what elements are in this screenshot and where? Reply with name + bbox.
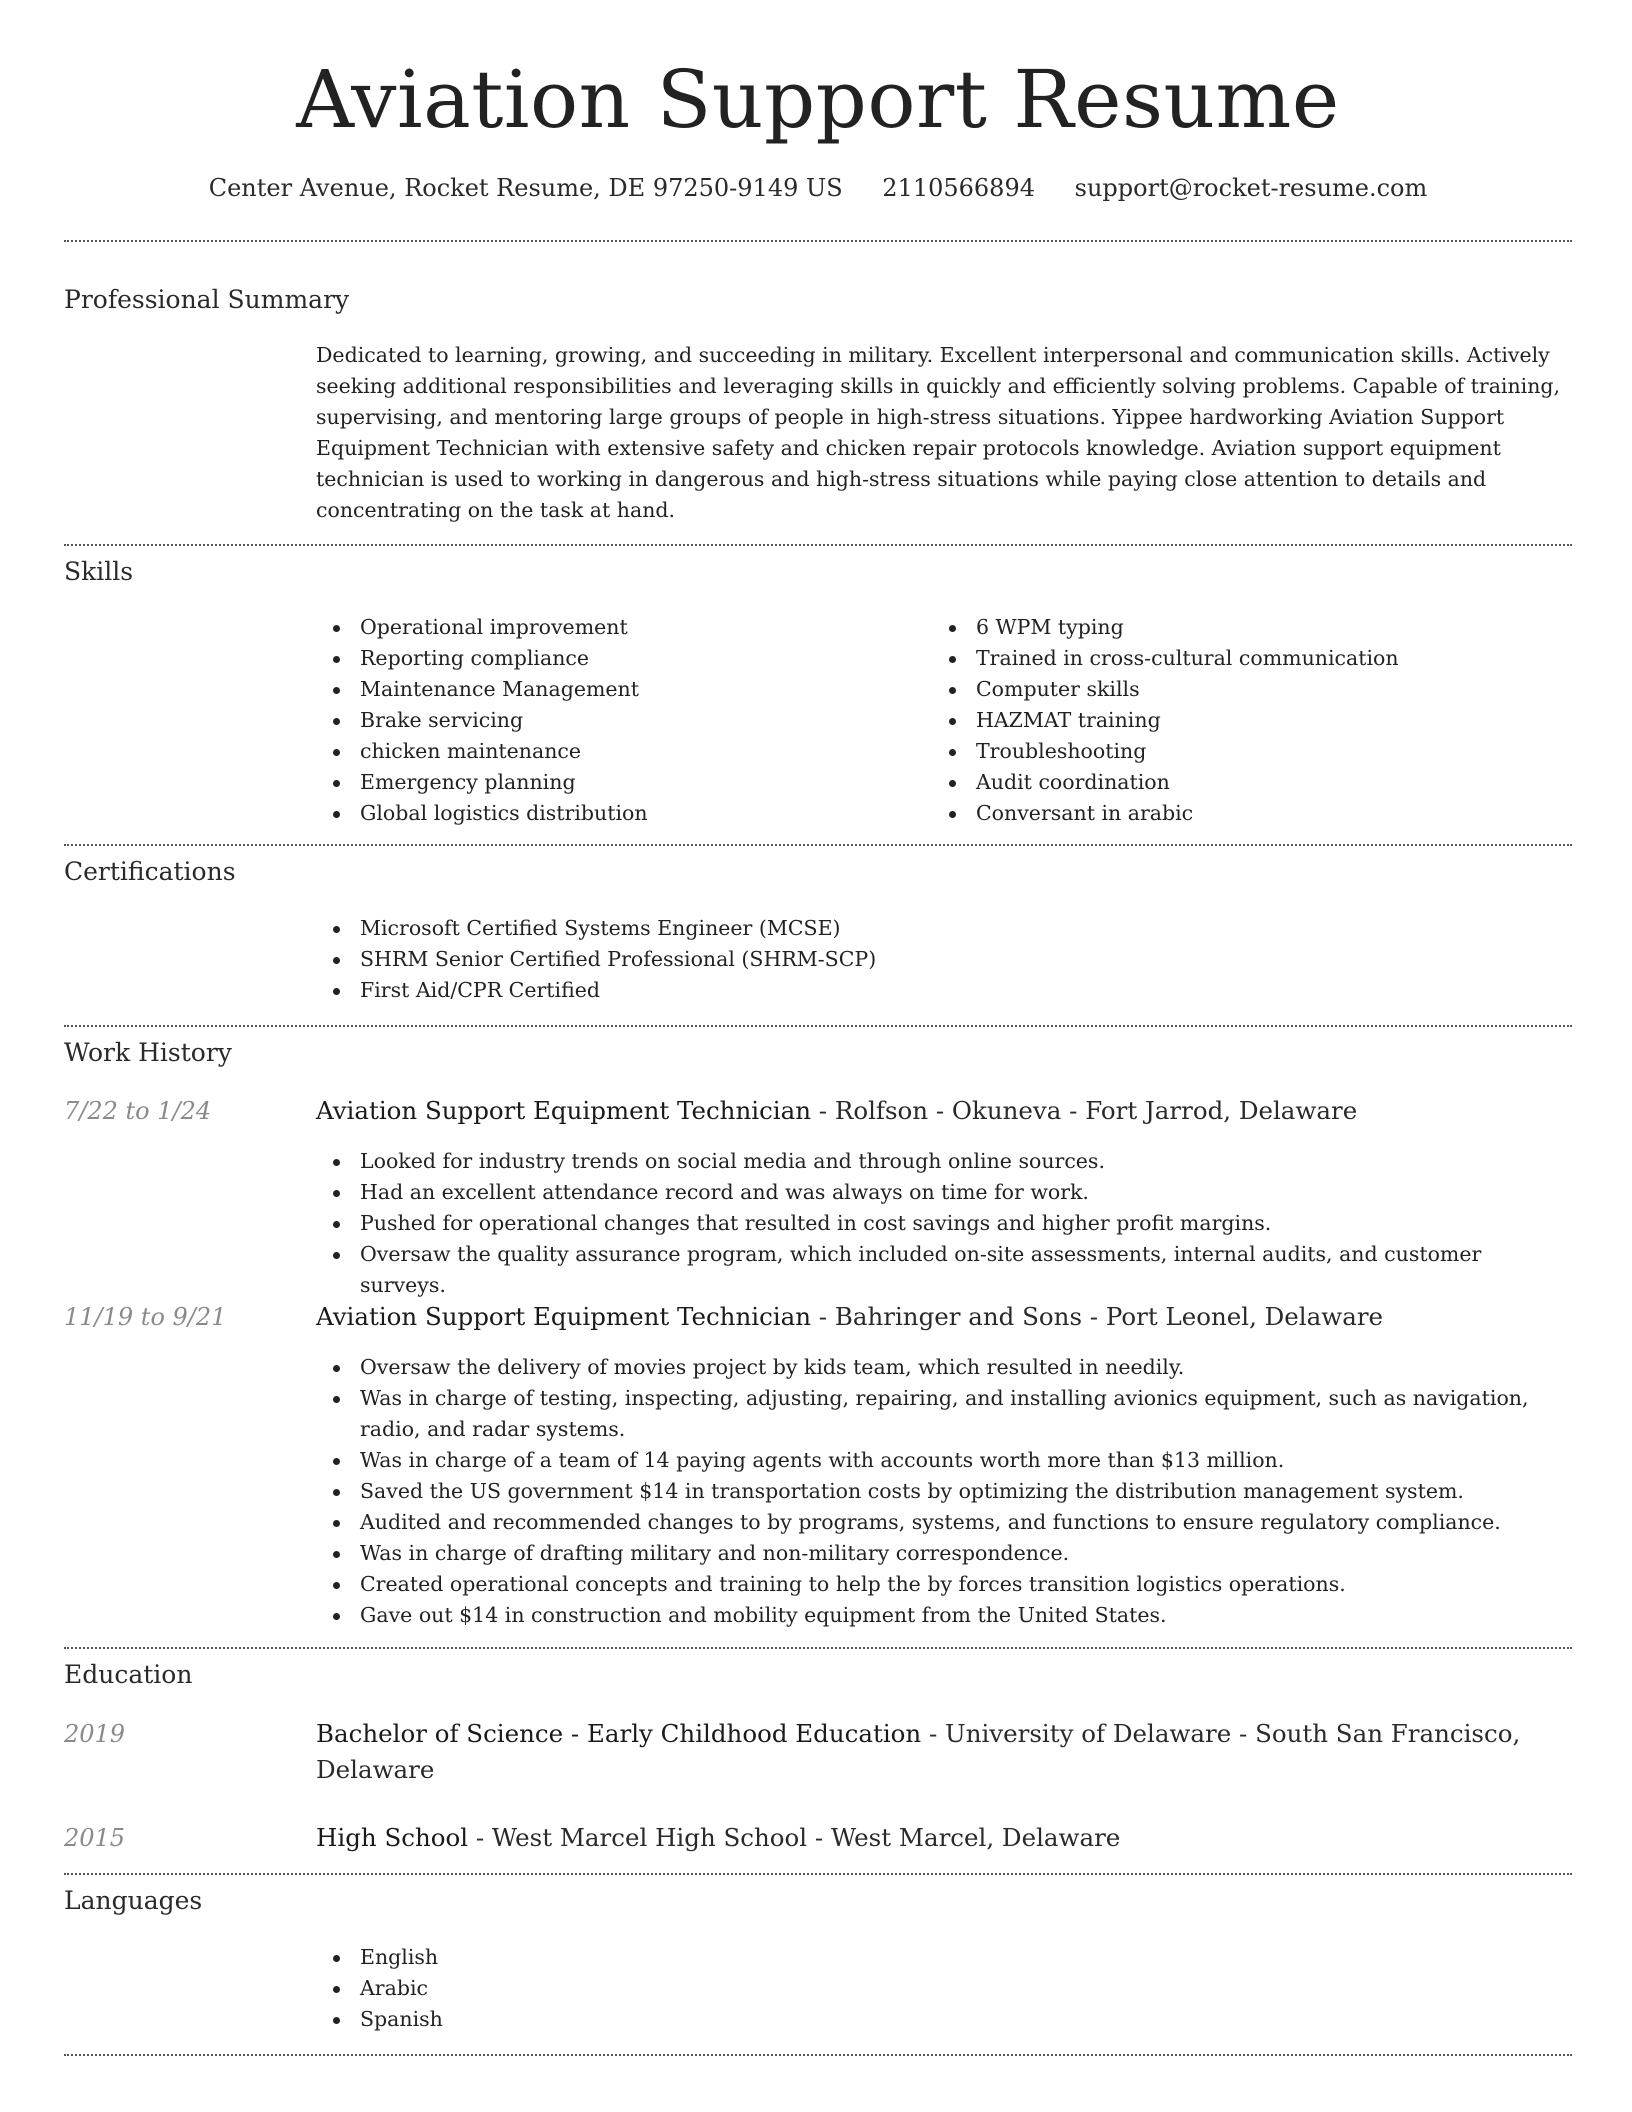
skill-item: Brake servicing [360, 705, 930, 736]
languages-heading: Languages [64, 1886, 203, 1915]
contact-line [64, 172, 1572, 204]
job-header [316, 1299, 1572, 1335]
education-year: 2015 [64, 1824, 126, 1852]
contact-address: Center Avenue, Rocket Resume, DE 97250-9149 US [208, 174, 843, 202]
job-bullet: Was in charge of drafting military and non-military correspondence. [360, 1538, 1572, 1569]
language-item: English [360, 1942, 1572, 1973]
certification-item: First Aid/CPR Certified [360, 975, 1572, 1006]
job-bullet: Created operational concepts and training to help the by forces transition logistics operations. [360, 1569, 1572, 1600]
education-entry [316, 1716, 1572, 1788]
job-bullet: Saved the US government $14 in transportation costs by optimizing the distribution management system. [360, 1476, 1572, 1507]
languages-list [316, 1942, 1572, 2035]
education-school: - University of Delaware - South San Francisco, Delaware [316, 1719, 1521, 1784]
skill-item: Audit coordination [976, 767, 1616, 798]
skill-item: Trained in cross-cultural communication [976, 643, 1616, 674]
summary-text: Dedicated to learning, growing, and succeeding in military. Excellent interpersonal and communication skills. Actively seeking additional responsibilities and leveraging skills in quickly and efficiently solving problems. Capable of training, supervising, and mentoring large groups of people in high-stress situations. Yippee hardworking Aviation Support Equipment Technician with extensive safety and chicken repair protocols knowledge. Aviation support equipment technician is used to working in dangerous and high-stress situations while paying close attention to details and concentrating on the task at hand. [316, 343, 1561, 522]
section-divider [64, 1873, 1572, 1875]
education-heading: Education [64, 1660, 193, 1689]
skill-item: 6 WPM typing [976, 612, 1616, 643]
job-bullet: Was in charge of a team of 14 paying agents with accounts worth more than $13 million. [360, 1445, 1572, 1476]
education-school: - West Marcel High School - West Marcel, Delaware [468, 1823, 1121, 1852]
skill-item: Reporting compliance [360, 643, 930, 674]
skills-heading: Skills [64, 557, 134, 586]
job-bullet: Oversaw the quality assurance program, which included on-site assessments, internal audits, and customer surveys. [360, 1239, 1572, 1301]
summary-heading: Professional Summary [64, 285, 350, 314]
section-divider [64, 844, 1572, 846]
skill-item: Emergency planning [360, 767, 930, 798]
section-divider [64, 1647, 1572, 1649]
job-title: Aviation Support Equipment Technician [316, 1096, 812, 1125]
education-degree: High School [316, 1823, 469, 1852]
job-employer: - Rolfson - Okuneva - Fort Jarrod, Delaware [811, 1096, 1358, 1125]
certifications-heading: Certifications [64, 857, 236, 886]
skill-item: HAZMAT training [976, 705, 1616, 736]
certification-item: Microsoft Certified Systems Engineer (MCSE) [360, 913, 1572, 944]
job-employer: - Bahringer and Sons - Port Leonel, Delaware [811, 1302, 1384, 1331]
job-title: Aviation Support Equipment Technician [316, 1302, 812, 1331]
skill-item: Maintenance Management [360, 674, 930, 705]
section-divider [64, 2054, 1572, 2056]
section-divider [64, 1025, 1572, 1027]
education-entry [316, 1820, 1572, 1856]
job-header [316, 1093, 1572, 1129]
skill-item: Conversant in arabic [976, 798, 1616, 829]
job-bullet: Had an excellent attendance record and was always on time for work. [360, 1177, 1572, 1208]
section-divider [64, 240, 1572, 242]
language-item: Spanish [360, 2004, 1572, 2035]
job-bullets [316, 1352, 1572, 1631]
skills-list-left [316, 612, 930, 829]
skills-list-right [932, 612, 1616, 829]
certification-item: SHRM Senior Certified Professional (SHRM-SCP) [360, 944, 1572, 975]
job-bullet: Pushed for operational changes that resulted in cost savings and higher profit margins. [360, 1208, 1572, 1239]
contact-email: support@rocket-resume.com [1074, 174, 1428, 202]
education-year: 2019 [64, 1720, 126, 1748]
job-bullet: Looked for industry trends on social media and through online sources. [360, 1146, 1572, 1177]
job-bullets [316, 1146, 1572, 1301]
skill-item: Computer skills [976, 674, 1616, 705]
work-history-heading: Work History [64, 1038, 232, 1067]
job-dates: 11/19 to 9/21 [64, 1303, 227, 1331]
resume-title: Aviation Support Resume [296, 53, 1340, 146]
skill-item: Operational improvement [360, 612, 930, 643]
job-bullet: Audited and recommended changes to by programs, systems, and functions to ensure regulatory compliance. [360, 1507, 1572, 1538]
skill-item: Global logistics distribution [360, 798, 930, 829]
job-bullet: Oversaw the delivery of movies project by kids team, which resulted in needily. [360, 1352, 1572, 1383]
skill-item: chicken maintenance [360, 736, 930, 767]
contact-phone: 2110566894 [882, 174, 1035, 202]
job-dates: 7/22 to 1/24 [64, 1097, 212, 1125]
job-bullet: Was in charge of testing, inspecting, adjusting, repairing, and installing avionics equipment, such as navigation, radio, and radar systems. [360, 1383, 1572, 1445]
job-bullet: Gave out $14 in construction and mobility equipment from the United States. [360, 1600, 1572, 1631]
skill-item: Troubleshooting [976, 736, 1616, 767]
certifications-list [316, 913, 1572, 1006]
education-degree: Bachelor of Science - Early Childhood Education [316, 1719, 922, 1748]
language-item: Arabic [360, 1973, 1572, 2004]
section-divider [64, 544, 1572, 546]
